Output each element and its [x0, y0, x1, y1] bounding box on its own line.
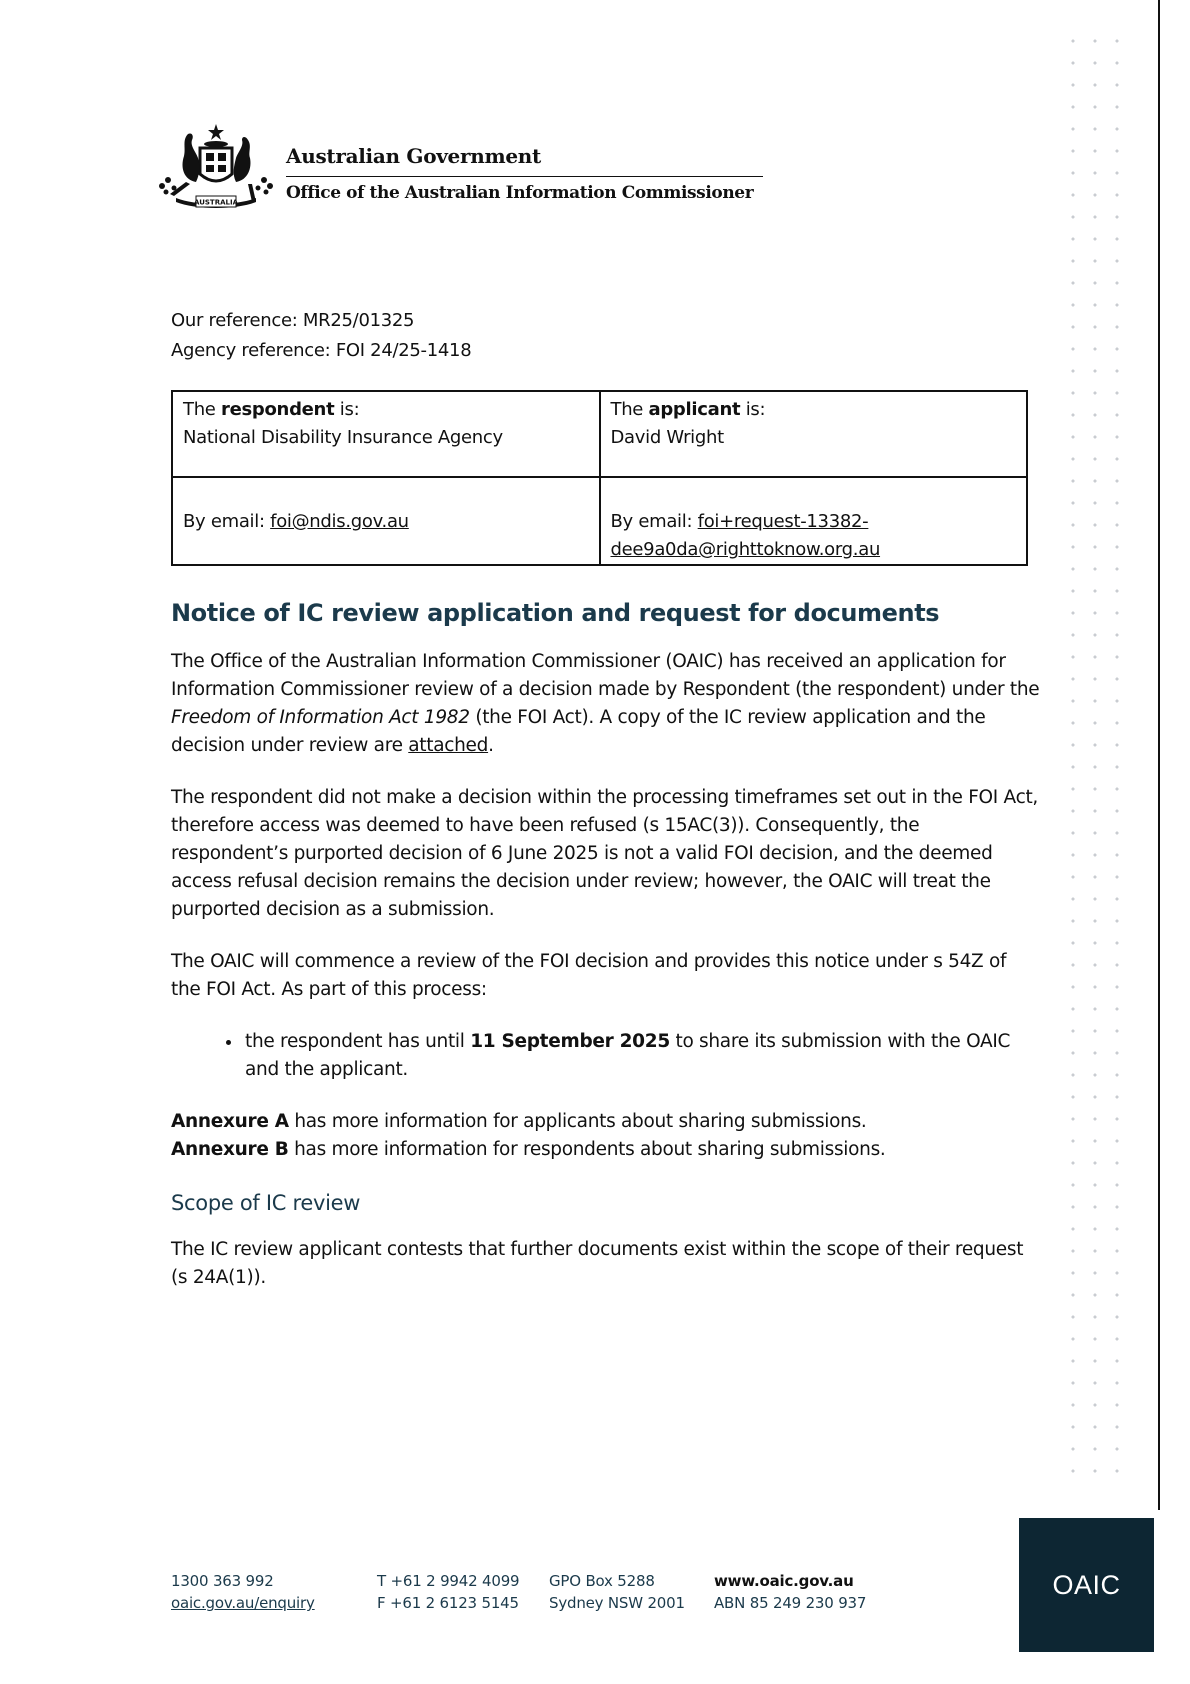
process-list	[171, 1028, 1041, 1084]
p1-text-b: (the FOI Act). A copy of the IC review application and the decision under review are	[171, 707, 986, 756]
header-divider	[286, 176, 763, 177]
applicant-email-label: By email:	[610, 511, 698, 532]
applicant-cell	[600, 391, 1028, 477]
respondent-name: National Disability Insurance Agency	[183, 427, 503, 448]
footer-enquiry-link[interactable]: oaic.gov.au/enquiry	[171, 1594, 315, 1612]
respondent-label-bold: respondent	[221, 399, 335, 420]
footer-phone: 1300 363 992	[171, 1572, 274, 1590]
applicant-label-post: is:	[740, 399, 766, 420]
respondent-cell	[172, 391, 600, 477]
bullet-deadline: 11 September 2025	[470, 1031, 670, 1052]
our-reference: Our reference: MR25/01325	[171, 310, 415, 331]
paragraph-3: The OAIC will commence a review of the FOI decision and provides this notice under s 54Z of the FOI Act. As part of this process:	[171, 951, 1007, 1000]
paragraph-2: The respondent did not make a decision within the processing timeframes set out in the FOI Act, therefore access was deemed to have been refused (s 15AC(3)). Consequently, the respondent’s purported decision of 6 June 2025 is not a valid FOI decision, and the deemed access refusal decision remains the decision under review; however, the OAIC will treat the purported decision as a submission.	[171, 787, 1038, 920]
bullet-text-b: to share its submission with the OAIC and the applicant.	[245, 1031, 1011, 1080]
agency-reference: Agency reference: FOI 24/25-1418	[171, 340, 472, 361]
office-name: Office of the Australian Information Commissioner	[286, 183, 754, 203]
footer-fax: F +61 2 6123 5145	[377, 1594, 519, 1612]
applicant-name: David Wright	[610, 427, 724, 448]
respondent-email-cell	[172, 477, 600, 565]
footer-tel: T +61 2 9942 4099	[377, 1572, 520, 1590]
scope-paragraph: The IC review applicant contests that further documents exist within the scope of their request (s 24A(1)).	[171, 1239, 1024, 1288]
government-name: Australian Government	[286, 144, 541, 168]
annexure-a-label: Annexure A	[171, 1111, 289, 1132]
applicant-label-bold: applicant	[648, 399, 741, 420]
coat-of-arms-icon	[156, 122, 276, 214]
respondent-label-pre: The	[183, 399, 221, 420]
notice-title: Notice of IC review application and request for documents	[171, 599, 940, 627]
footer-po-box: GPO Box 5288	[549, 1572, 655, 1590]
paragraph-1	[171, 648, 1041, 760]
applicant-label-pre: The	[610, 399, 649, 420]
footer-contact	[171, 1570, 315, 1614]
applicant-email-link-line2[interactable]: dee9a0da@righttoknow.org.au	[610, 539, 881, 560]
page-edge-rule	[1158, 0, 1160, 1510]
oaic-logo	[1019, 1518, 1154, 1652]
reference-block	[171, 306, 471, 366]
bullet-text-a: the respondent has until	[245, 1031, 471, 1052]
annexure-b-line	[171, 1136, 1041, 1164]
footer-website-link[interactable]: www.oaic.gov.au	[714, 1572, 854, 1590]
p1-act-name: Freedom of Information Act 1982	[171, 707, 470, 728]
footer-address	[549, 1570, 685, 1614]
annexure-b-text: has more information for respondents about sharing submissions.	[288, 1139, 886, 1160]
decorative-dot-grid	[1062, 30, 1126, 1480]
applicant-email-link-line1[interactable]: foi+request-13382-	[697, 511, 869, 532]
list-item	[243, 1028, 1041, 1084]
footer-city: Sydney NSW 2001	[549, 1594, 685, 1612]
applicant-email-cell	[600, 477, 1028, 565]
annexure-block	[171, 1108, 1041, 1164]
p1-text-c: .	[488, 735, 494, 756]
footer-telephone	[377, 1570, 519, 1614]
notice-body	[171, 596, 1041, 1316]
crest-motto: AUSTRALIA	[194, 198, 238, 207]
respondent-label-post: is:	[334, 399, 360, 420]
footer-abn: ABN 85 249 230 937	[714, 1594, 867, 1612]
respondent-email-link[interactable]: foi@ndis.gov.au	[270, 511, 409, 532]
annexure-a-text: has more information for applicants about sharing submissions.	[288, 1111, 867, 1132]
footer-web	[714, 1570, 866, 1614]
scope-heading: Scope of IC review	[171, 1191, 361, 1215]
oaic-logo-text: OAIC	[1052, 1569, 1121, 1600]
annexure-b-label: Annexure B	[171, 1139, 289, 1160]
annexure-a-line	[171, 1108, 1041, 1136]
p1-text-a: The Office of the Australian Information Commissioner (OAIC) has received an application for Information Commissioner review of a decision made by Respondent (the respondent) under the	[171, 651, 1040, 700]
parties-table	[171, 390, 1028, 566]
respondent-email-label: By email:	[183, 511, 271, 532]
attached-link[interactable]: attached	[408, 735, 489, 756]
